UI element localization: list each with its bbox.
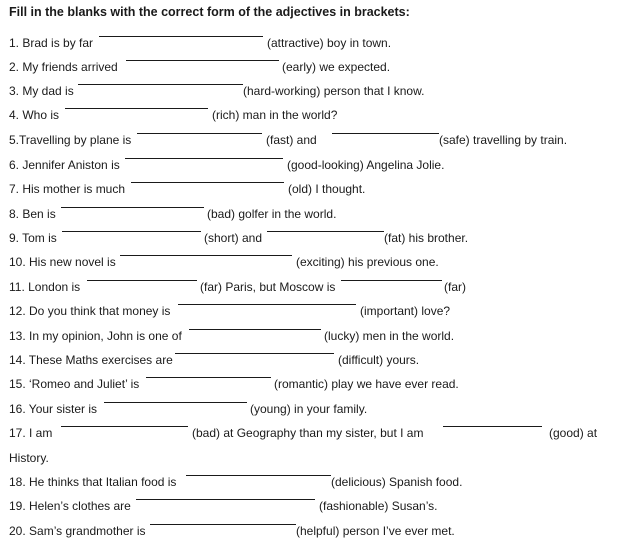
answer-blank[interactable] <box>443 426 542 427</box>
answer-blank[interactable] <box>332 133 439 134</box>
answer-blank[interactable] <box>125 158 283 159</box>
item-text: 12. Do you think that money is <box>9 304 171 318</box>
item-text: (far) Paris, but Moscow is <box>200 280 336 294</box>
answer-blank[interactable] <box>87 280 197 281</box>
answer-blank[interactable] <box>189 329 321 330</box>
item-text: (young) in your family. <box>250 402 368 416</box>
item-text: 15. ‘Romeo and Juliet’ is <box>9 377 140 391</box>
item-text: 11. London is <box>9 280 81 294</box>
item-text: (helpful) person I’ve ever met. <box>296 524 455 538</box>
item-text: 14. These Maths exercises are <box>9 353 173 367</box>
answer-blank[interactable] <box>99 36 263 37</box>
item-text: (exciting) his previous one. <box>296 255 439 269</box>
item-text: History. <box>9 451 49 465</box>
item-text: (bad) golfer in the world. <box>207 207 337 221</box>
answer-blank[interactable] <box>186 475 331 476</box>
answer-blank[interactable] <box>120 255 292 256</box>
item-text: (short) and <box>204 231 263 245</box>
item-text: 6. Jennifer Aniston is <box>9 158 120 172</box>
item-text: (old) I thought. <box>288 182 366 196</box>
item-text: 5.Travelling by plane is <box>9 133 132 147</box>
item-text: (far) <box>444 280 466 294</box>
answer-blank[interactable] <box>61 207 204 208</box>
item-text: 2. My friends arrived <box>9 60 118 74</box>
item-text: 18. He thinks that Italian food is <box>9 475 177 489</box>
item-text: (romantic) play we have ever read. <box>274 377 459 391</box>
answer-blank[interactable] <box>137 133 262 134</box>
item-text: 7. His mother is much <box>9 182 126 196</box>
item-text: 8. Ben is <box>9 207 56 221</box>
answer-blank[interactable] <box>136 499 315 500</box>
item-text: 16. Your sister is <box>9 402 98 416</box>
item-text: (hard-working) person that I know. <box>243 84 425 98</box>
item-text: (bad) at Geography than my sister, but I am <box>192 426 424 440</box>
item-text: (delicious) Spanish food. <box>331 475 463 489</box>
item-text: 1. Brad is by far <box>9 36 94 50</box>
item-text: (fat) his brother. <box>384 231 469 245</box>
item-text: 10. His new novel is <box>9 255 116 269</box>
item-text: (fast) and <box>266 133 317 147</box>
exercise-title: Fill in the blanks with the correct form of the adjectives in brackets: <box>9 5 410 19</box>
answer-blank[interactable] <box>126 60 279 61</box>
item-text: (difficult) yours. <box>338 353 420 367</box>
answer-blank[interactable] <box>178 304 356 305</box>
answer-blank[interactable] <box>146 377 271 378</box>
item-text: (attractive) boy in town. <box>267 36 392 50</box>
item-text: 19. Helen’s clothes are <box>9 499 131 513</box>
answer-blank[interactable] <box>65 108 208 109</box>
item-text: (rich) man in the world? <box>212 108 338 122</box>
answer-blank[interactable] <box>150 524 296 525</box>
item-text: (safe) travelling by train. <box>439 133 568 147</box>
item-text: (good-looking) Angelina Jolie. <box>287 158 445 172</box>
answer-blank[interactable] <box>341 280 442 281</box>
item-text: (lucky) men in the world. <box>324 329 455 343</box>
item-text: 9. Tom is <box>9 231 57 245</box>
answer-blank[interactable] <box>78 84 243 85</box>
item-text: 4. Who is <box>9 108 60 122</box>
item-text: 17. I am <box>9 426 53 440</box>
item-text: (early) we expected. <box>282 60 391 74</box>
answer-blank[interactable] <box>131 182 284 183</box>
item-text: 13. In my opinion, John is one of <box>9 329 182 343</box>
item-text: 20. Sam’s grandmother is <box>9 524 146 538</box>
item-text: (fashionable) Susan’s. <box>319 499 438 513</box>
answer-blank[interactable] <box>61 426 188 427</box>
answer-blank[interactable] <box>62 231 201 232</box>
answer-blank[interactable] <box>104 402 247 403</box>
answer-blank[interactable] <box>175 353 334 354</box>
item-text: 3. My dad is <box>9 84 74 98</box>
answer-blank[interactable] <box>267 231 384 232</box>
item-text: (important) love? <box>360 304 451 318</box>
item-text: (good) at <box>549 426 598 440</box>
